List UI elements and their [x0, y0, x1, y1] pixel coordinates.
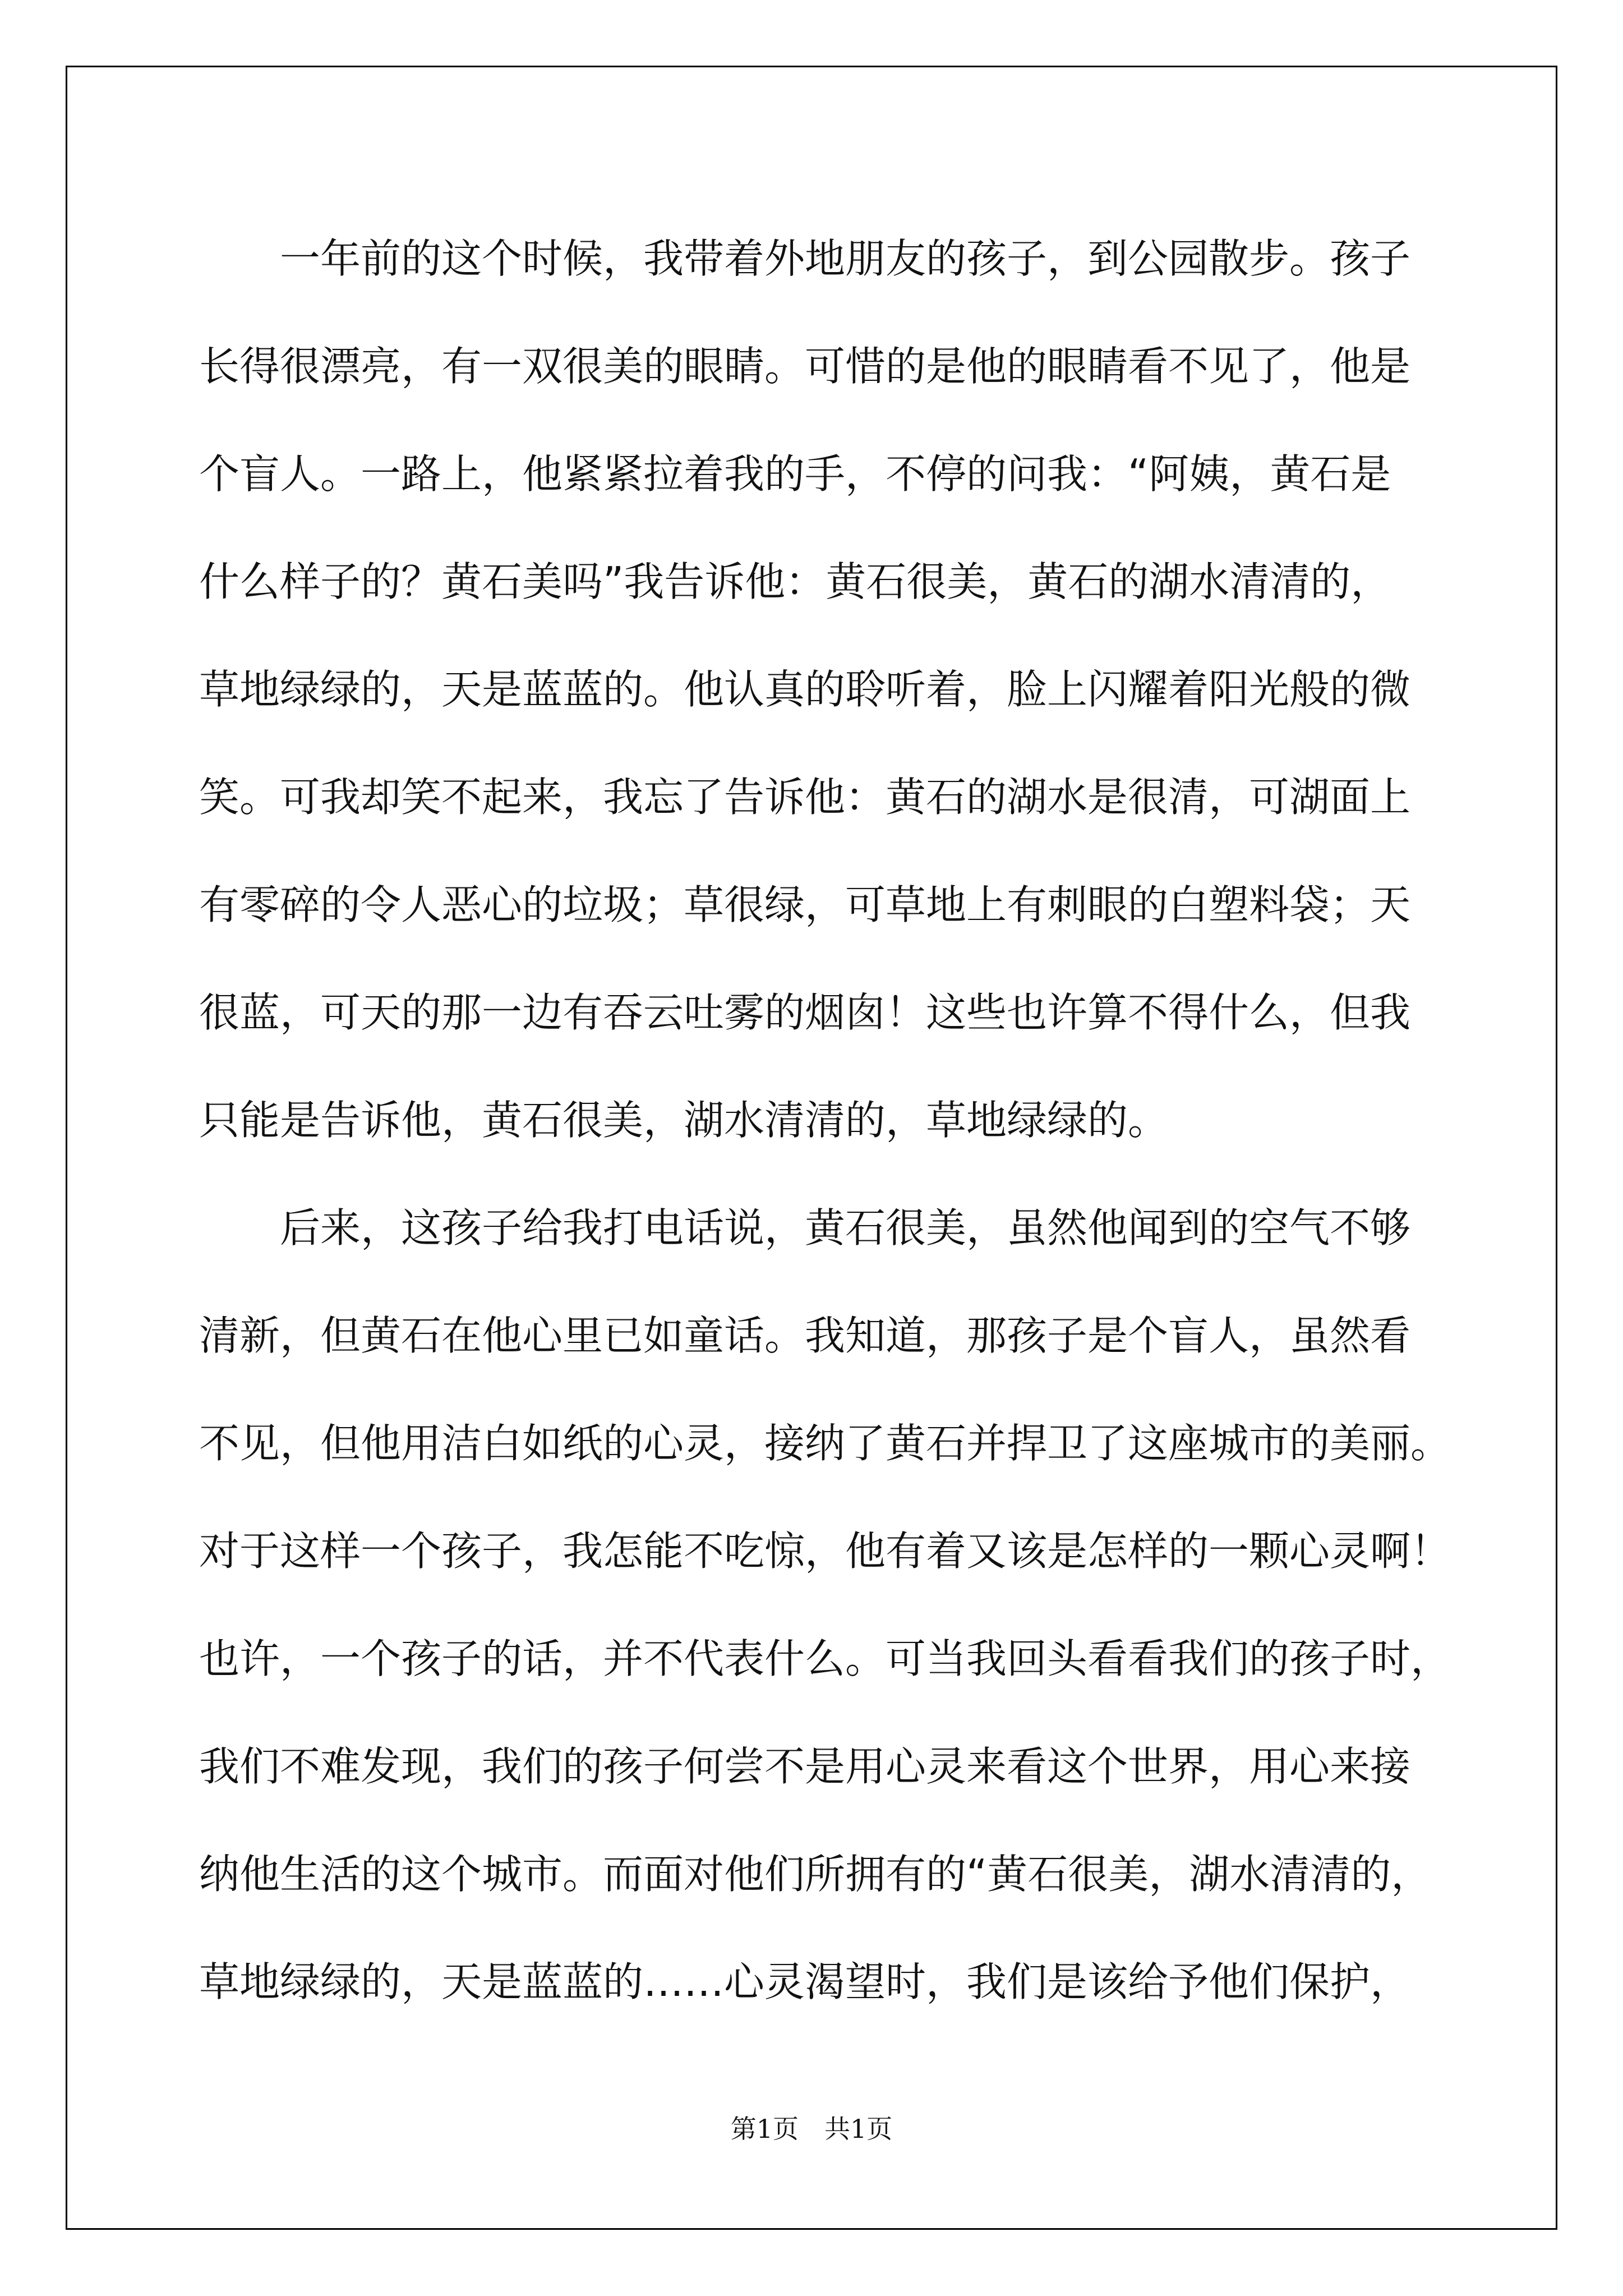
text-line: 清新，但黄石在他心里已如童话。我知道，那孩子是个盲人，虽然看: [199, 1312, 1411, 1359]
text-line: 有零碎的令人恶心的垃圾；草很绿，可草地上有刺眼的白塑料袋；天: [199, 881, 1411, 928]
text-line: 个盲人。一路上，他紧紧拉着我的手，不停的问我：“阿姨，黄石是: [199, 450, 1391, 498]
text-line: 后来，这孩子给我打电话说，黄石很美，虽然他闻到的空气不够: [280, 1204, 1411, 1251]
text-line: 对于这样一个孩子，我怎能不吃惊，他有着又该是怎样的一颗心灵啊！: [199, 1527, 1451, 1575]
text-line: 不见，但他用洁白如纸的心灵，接纳了黄石并捍卫了这座城市的美丽。: [199, 1420, 1451, 1467]
text-line: 一年前的这个时候，我带着外地朋友的孩子，到公园散步。孩子: [280, 235, 1411, 282]
document-body: [199, 205, 1451, 2036]
text-line: 长得很漂亮，有一双很美的眼睛。可惜的是他的眼睛看不见了，他是: [199, 343, 1411, 390]
text-line: 只能是告诉他，黄石很美，湖水清清的，草地绿绿的。: [199, 1097, 1169, 1144]
text-line: 很蓝，可天的那一边有吞云吐雾的烟囱！这些也许算不得什么，但我: [199, 989, 1411, 1036]
text-line: 纳他生活的这个城市。而面对他们所拥有的“黄石很美，湖水清清的，: [199, 1851, 1432, 1898]
page-number: 第1页 共1页: [730, 2114, 893, 2144]
text-line: 草地绿绿的，天是蓝蓝的。他认真的聆听着，脸上闪耀着阳光般的微: [199, 666, 1411, 713]
text-line: 什么样子的？黄石美吗”我告诉他：黄石很美，黄石的湖水清清的，: [199, 558, 1391, 605]
text-line: 草地绿绿的，天是蓝蓝的……心灵渴望时，我们是该给予他们保护，: [199, 1958, 1411, 2005]
text-line: 我们不难发现，我们的孩子何尝不是用心灵来看这个世界，用心来接: [199, 1743, 1411, 1790]
text-line: 笑。可我却笑不起来，我忘了告诉他：黄石的湖水是很清，可湖面上: [199, 774, 1411, 821]
text-line: 也许，一个孩子的话，并不代表什么。可当我回头看看我们的孩子时，: [199, 1635, 1451, 1682]
